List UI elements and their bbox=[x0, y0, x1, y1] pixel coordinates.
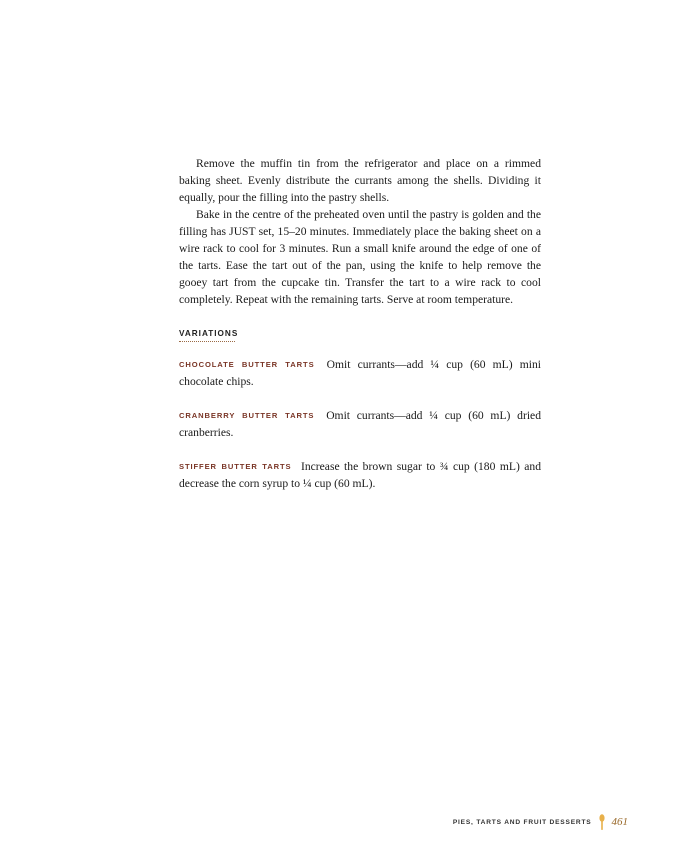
variation-text: Increase the brown sugar to ¾ cup (180 mL) and decrease the corn syrup to ¼ cup (60 mL). bbox=[179, 460, 541, 490]
spoon-icon bbox=[599, 814, 605, 830]
variation-title: CRANBERRY BUTTER TARTS bbox=[179, 411, 315, 420]
variation-text: Omit currants—add ¼ cup (60 mL) mini chocolate chips. bbox=[179, 358, 541, 388]
variations-heading: VARIATIONS bbox=[179, 329, 239, 338]
instruction-paragraph: Remove the muffin tin from the refrigerator and place on a rimmed baking sheet. Evenly distribute the currants among the shells. Dividing it equally, pour the filling into the pastry shells. bbox=[179, 157, 541, 204]
page-footer bbox=[453, 814, 628, 830]
dotted-divider bbox=[179, 341, 235, 342]
variation-text: Omit currants—add ¼ cup (60 mL) dried cranberries. bbox=[179, 409, 541, 439]
variation-item bbox=[179, 458, 541, 492]
variation-title: STIFFER BUTTER TARTS bbox=[179, 462, 292, 471]
variation-title: CHOCOLATE BUTTER TARTS bbox=[179, 360, 315, 369]
page-content bbox=[179, 155, 541, 492]
variation-item bbox=[179, 407, 541, 441]
page-number: 461 bbox=[611, 816, 628, 828]
variation-item bbox=[179, 356, 541, 390]
instruction-paragraph: Bake in the centre of the preheated oven until the pastry is golden and the filling has JUST set, 15–20 minutes. Immediately place the baking sheet on a wire rack to cool for 3 minutes. Run a small knife around the edge of one of the tarts. Ease the tart out of the pan, using the knife to help remove the gooey tart from the cupcake tin. Transfer the tart to a wire rack to cool completely. Repeat with the remaining tarts. Serve at room temperature. bbox=[179, 208, 541, 306]
running-footer-title: PIES, TARTS AND FRUIT DESSERTS bbox=[452, 818, 592, 826]
